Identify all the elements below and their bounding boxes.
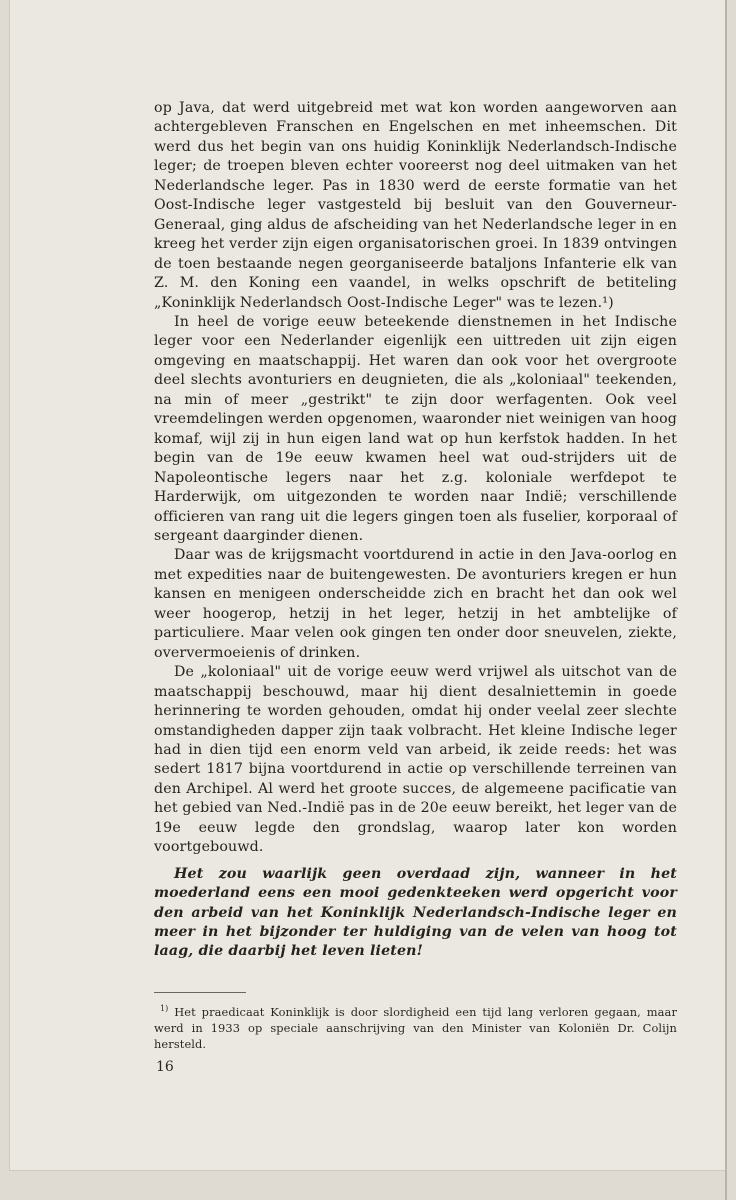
emphasis-paragraph: Het zou waarlijk geen overdaad zijn, wanneer in het moederland eens een mooi gedenkteeken werd opgericht voor den arbeid van het Koninklijk Nederlandsch-Indische leger en meer in het bijzonder ter huldiging van de velen van hoog tot laag, die daarbij het leven lieten!	[154, 865, 677, 960]
footnote	[154, 1001, 677, 1052]
paragraph-3: Daar was de krijgsmacht voortdurend in actie in den Java-oorlog en met expedities naar de buitengewesten. De avonturiers kregen er hun kansen en menigeen onderscheidde zich en bracht het dan ook wel weer hoogerop, hetzij in het leger, hetzij in het ambtelijke of particuliere. Maar velen ook gingen ten onder door sneuvelen, ziekte, oververmoeienis of drinken.	[154, 547, 677, 661]
paragraph-4: De „koloniaal" uit de vorige eeuw werd vrijwel als uitschot van de maatschappij beschouwd, maar hij dient desalniettemin in goede herinnering te worden gehouden, omdat hij onder veelal zeer slechte omstandigheden dapper zijn taak volbracht. Het kleine Indische leger had in dien tijd een enorm veld van arbeid, ik zeide reeds: het was sedert 1817 bijna voortdurend in actie op verschillende terreinen van den Archipel. Al werd het groote succes, de algemeene pacificatie van het gebied van Ned.-Indië pas in de 20e eeuw bereikt, het leger van de 19e eeuw legde den grondslag, waarop later kon worden voortgebouwd.	[154, 664, 677, 856]
footnote-divider	[154, 992, 246, 993]
page-edge-shadow	[725, 0, 727, 1200]
page-number: 16	[156, 1059, 174, 1075]
footnote-text: Het praedicaat Koninklijk is door slordigheid een tijd lang verloren gegaan, maar werd in 1933 op speciale aanschrijving van den Minister van Koloniën Dr. Colijn hersteld.	[154, 1004, 677, 1052]
footnote-marker: 1)	[160, 1004, 169, 1013]
paragraph-2: In heel de vorige eeuw beteekende dienstnemen in het Indische leger voor een Nederlander eigenlijk een uittreden uit zijn eigen omgeving en maatschappij. Het waren dan ook voor het overgroote deel slechts avonturiers en deugnieten, die als „koloniaal" teekenden, na min of meer „gestrikt" te zijn door werfagenten. Ook veel vreemdelingen werden opgenomen, waaronder niet weinigen van hoog komaf, wijl zij in hun eigen land wat op hun kerfstok hadden. In het begin van de 19e eeuw kwamen heel wat oud-strijders uit de Napoleontische legers naar het z.g. koloniale werfdepot te Harderwijk, om uitgezonden te worden naar Indië; verschillende officieren van rang uit die legers gingen toen als fuselier, korporaal of sergeant daarginder dienen.	[154, 313, 677, 544]
paragraph-1: op Java, dat werd uitgebreid met wat kon worden aangeworven aan achtergebleven Franschen en Engelschen en met inheemschen. Dit werd dus het begin van ons huidig Koninklijk Nederlandsch-Indische leger; de troepen bleven echter vooreerst nog deel uitmaken van het Nederlandsche leger. Pas in 1830 werd de eerste formatie van het Oost-Indische leger vastgesteld bij besluit van den Gouverneur-Generaal, ging aldus de afscheiding van het Nederlandsche leger in en kreeg het verder zijn eigen organisatorischen groei. In 1839 ontvingen de toen bestaande negen georganiseerde bataljons Infanterie elk van Z. M. den Koning een vaandel, in welks opschrift de betiteling „Koninklijk Nederlandsch Oost-Indische Leger" was te lezen.¹)	[154, 100, 677, 311]
body-text	[154, 99, 677, 962]
